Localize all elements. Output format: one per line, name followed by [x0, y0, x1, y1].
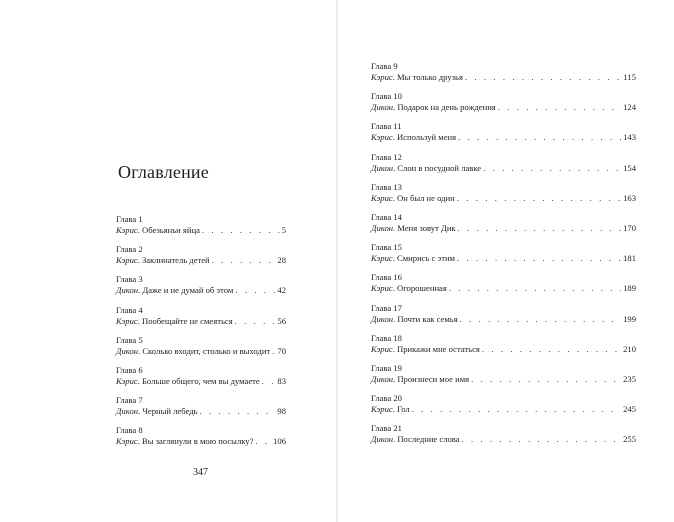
toc-entry: Глава 11 Кэрис . Используй меня . . . 143: [371, 121, 636, 151]
narrator-name: Кэрис: [116, 225, 138, 235]
right-page: [338, 0, 674, 522]
chapter-number: Глава 21: [371, 423, 402, 434]
page-title: Оглавление: [118, 162, 209, 182]
page-number: 143: [623, 132, 636, 143]
dot-leader: [272, 346, 275, 357]
dot-leader: [255, 436, 271, 447]
dot-leader: [471, 374, 621, 385]
page-number: 170: [623, 222, 636, 233]
chapter-number: Глава 8: [116, 425, 143, 436]
narrator-name: Дикон: [371, 313, 394, 324]
page-number: 5: [281, 225, 286, 235]
chapter-number: Глава 1: [116, 214, 143, 224]
narrator-name: Кэрис: [371, 343, 393, 354]
page-number: 235: [623, 373, 636, 384]
chapter-number: Глава 10: [371, 91, 402, 102]
dot-leader: [235, 285, 275, 296]
toc-entry: Глава 8 Кэрис . Вы заглянули в мою посылку? . . . 106: [116, 425, 286, 455]
toc-entry: Глава 13 Кэрис . Он был не один . . . 163: [371, 182, 636, 212]
narrator-name: Кэрис: [116, 315, 138, 326]
page-number: 189: [623, 283, 636, 294]
chapter-title: Последние слова: [397, 434, 460, 445]
chapter-title: Он был не один: [397, 192, 455, 203]
narrator-name: Кэрис: [371, 283, 393, 294]
chapter-title: Подарок на день рождения: [397, 102, 496, 113]
narrator-name: Кэрис: [116, 255, 138, 266]
chapter-number: Глава 7: [116, 395, 143, 406]
chapter-title: Сколько входит, столько и выходит: [142, 345, 271, 356]
toc-entry: Глава 19 Дикон . Произнеси мое имя . . . 235: [371, 363, 636, 393]
toc-entry: Глава 9 Кэрис . Мы только друзья . . . 115: [371, 61, 636, 91]
narrator-name: Кэрис: [116, 375, 138, 386]
dot-leader: [465, 72, 622, 83]
chapter-number: Глава 11: [371, 121, 402, 132]
narrator-name: Кэрис: [371, 404, 393, 415]
chapter-number: Глава 12: [371, 151, 402, 162]
narrator-name: Кэрис: [371, 253, 393, 264]
toc-entry: Глава 10 Дикон . Подарок на день рождения . . . 124: [371, 91, 636, 121]
chapter-title: Слон в посудной лавке: [397, 162, 482, 173]
page-number: 56: [277, 315, 286, 326]
chapter-number: Глава 2: [116, 244, 143, 255]
narrator-name: Дикон: [371, 222, 394, 233]
chapter-number: Глава 14: [371, 211, 402, 222]
page-number: 98: [277, 406, 286, 417]
toc-entry: Глава 1 Кэрис . Обезьяньи яйца . . . 5: [116, 214, 286, 244]
page-number: 28: [277, 255, 286, 266]
chapter-title: Огорошенная: [397, 283, 447, 294]
chapter-number: Глава 19: [371, 362, 402, 373]
toc-entry: Глава 12 Дикон . Слон в посудной лавке . . . 154: [371, 152, 636, 182]
toc-entry: Глава 21 Дикон . Последние слова . . . 255: [371, 423, 636, 453]
chapter-title: Обезьяньи яйца: [142, 225, 200, 235]
dot-leader: [457, 193, 621, 204]
narrator-name: Кэрис: [371, 132, 393, 143]
chapter-title: Больше общего, чем вы думаете: [142, 375, 260, 386]
dot-leader: [202, 225, 280, 236]
page-number: 199: [623, 313, 636, 324]
page-number: 83: [277, 375, 286, 386]
dot-leader: [262, 376, 276, 387]
chapter-number: Глава 15: [371, 242, 402, 253]
toc-entry: Глава 3 Дикон . Даже и не думай об этом . . . 42: [116, 274, 286, 304]
chapter-title: Пообещайте не смеяться: [142, 315, 233, 326]
toc-entry: Глава 4 Кэрис . Пообещайте не смеяться . . . 56: [116, 305, 286, 335]
toc-entry: Глава 6 Кэрис . Больше общего, чем вы думаете . . . 83: [116, 365, 286, 395]
narrator-name: Дикон: [116, 285, 139, 296]
toc-entry: Глава 15 Кэрис . Смирись с этим . . . 181: [371, 242, 636, 272]
chapter-number: Глава 16: [371, 272, 402, 283]
chapter-title: Меня зовут Дик: [397, 222, 456, 233]
page-number: 255: [623, 434, 636, 445]
toc-entry: Глава 2 Кэрис . Заклинатель детей . . . 28: [116, 244, 286, 274]
page-number: 245: [623, 404, 636, 415]
page-number: 163: [623, 192, 636, 203]
narrator-name: Кэрис: [371, 72, 393, 82]
dot-leader: [235, 316, 276, 327]
dot-leader: [212, 255, 276, 266]
chapter-title: Произнеси мое имя: [397, 373, 470, 384]
narrator-name: Дикон: [371, 162, 394, 173]
dot-leader: [482, 344, 621, 355]
chapter-title: Заклинатель детей: [142, 255, 210, 266]
page-folio: 347: [193, 467, 208, 478]
chapter-title: Смирись с этим: [397, 253, 455, 264]
dot-leader: [483, 163, 621, 174]
dot-leader: [200, 406, 276, 417]
chapter-number: Глава 18: [371, 332, 402, 343]
dot-leader: [412, 404, 621, 415]
chapter-number: Глава 20: [371, 393, 402, 404]
dot-leader: [498, 102, 621, 113]
chapter-title: Даже и не думай об этом: [142, 285, 234, 296]
toc-entry: Глава 5 Дикон . Сколько входит, столько и выходит . . . 70: [116, 335, 286, 365]
narrator-name: Дикон: [371, 373, 394, 384]
chapter-number: Глава 13: [371, 181, 402, 192]
page-number: 106: [273, 436, 286, 447]
dot-leader: [462, 434, 622, 445]
chapter-title: Гол: [397, 404, 410, 415]
narrator-name: Дикон: [371, 102, 394, 113]
dot-leader: [449, 283, 621, 294]
chapter-title: Почти как семья: [397, 313, 458, 324]
chapter-title: Используй меня: [397, 132, 457, 143]
toc-entry: Глава 20 Кэрис . Гол . . . 245: [371, 393, 636, 423]
chapter-number: Глава 4: [116, 304, 143, 315]
chapter-number: Глава 17: [371, 302, 402, 313]
chapter-number: Глава 5: [116, 334, 143, 345]
chapter-title: Мы только друзья: [397, 72, 463, 82]
page-number: 181: [623, 253, 636, 264]
toc-list-right: [371, 61, 636, 453]
page-number: 42: [277, 285, 286, 296]
toc-entry: Глава 14 Дикон . Меня зовут Дик . . . 170: [371, 212, 636, 242]
dot-leader: [457, 253, 621, 264]
toc-list-left: [116, 214, 286, 456]
page-number: 70: [277, 345, 286, 356]
chapter-number: Глава 3: [116, 274, 143, 285]
chapter-number: Глава 9: [371, 61, 398, 71]
narrator-name: Дикон: [371, 434, 394, 445]
narrator-name: Кэрис: [116, 436, 138, 447]
toc-entry: Глава 16 Кэрис . Огорошенная . . . 189: [371, 272, 636, 302]
chapter-title: Черный лебедь: [142, 406, 198, 417]
narrator-name: Дикон: [116, 345, 139, 356]
dot-leader: [458, 223, 621, 234]
page-number: 115: [623, 72, 636, 82]
narrator-name: Дикон: [116, 406, 139, 417]
toc-entry: Глава 18 Кэрис . Прикажи мне остаться . . . 210: [371, 333, 636, 363]
toc-entry: Глава 17 Дикон . Почти как семья . . . 199: [371, 303, 636, 333]
chapter-title: Вы заглянули в мою посылку?: [142, 436, 254, 447]
page-number: 124: [623, 102, 636, 113]
chapter-title: Прикажи мне остаться: [397, 343, 480, 354]
narrator-name: Кэрис: [371, 192, 393, 203]
page-number: 210: [623, 343, 636, 354]
page-number: 154: [623, 162, 636, 173]
dot-leader: [460, 314, 621, 325]
toc-entry: Глава 7 Дикон . Черный лебедь . . . 98: [116, 395, 286, 425]
dot-leader: [458, 132, 621, 143]
chapter-number: Глава 6: [116, 364, 143, 375]
